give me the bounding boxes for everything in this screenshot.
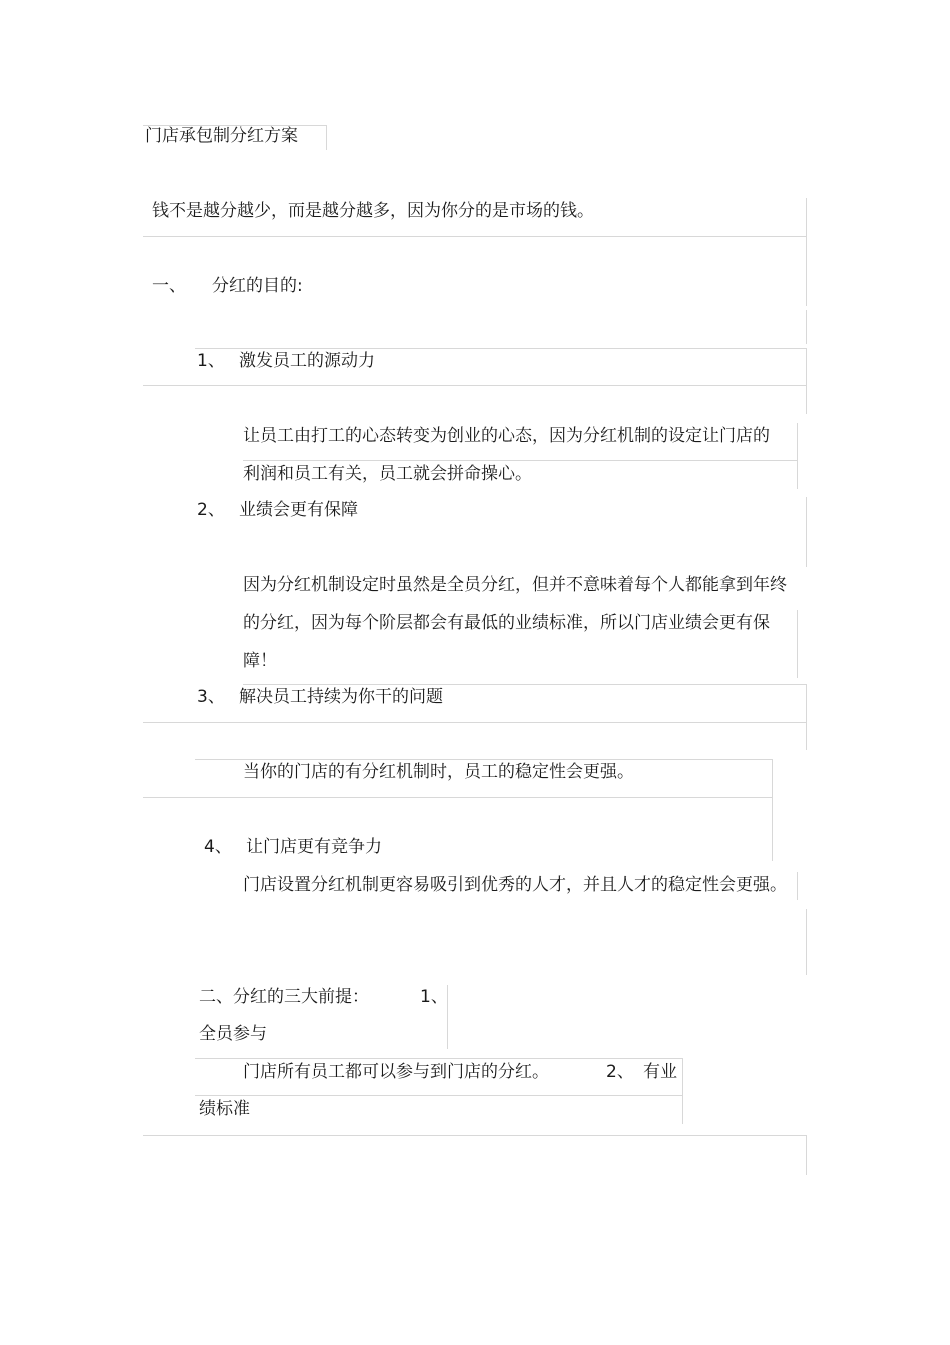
cell-border [143,236,806,237]
item1-text-line: 利润和员工有关，员工就会拼命操心。 [243,464,532,484]
section1-heading: 分红的目的: [212,276,303,296]
premise2-title-part1: 有业 [643,1062,677,1082]
cell-border [143,1135,806,1136]
cell-border [243,460,797,461]
premise2-title-part2: 绩标准 [199,1099,250,1119]
cell-border [806,684,807,750]
item4-text-line: 门店设置分红机制更容易吸引到优秀的人才，并且人才的稳定性会更强。 [243,875,787,895]
item3-text-line: 当你的门店的有分红机制时，员工的稳定性会更强。 [243,762,634,782]
item1-title: 激发员工的源动力 [239,351,375,371]
cell-border [195,1058,682,1059]
cell-border [797,872,798,900]
item4-title: 让门店更有竞争力 [246,837,382,857]
premise2-number: 2、 [606,1062,634,1082]
cell-border [682,1058,683,1124]
section1-number: 一、 [152,276,186,296]
cell-border [806,310,807,344]
item3-number: 3、 [197,687,225,707]
intro-text: 钱不是越分越少，而是越分越多，因为你分的是市场的钱。 [152,201,594,221]
cell-border [797,610,798,678]
cell-border [806,198,807,306]
premise1-title: 全员参与 [199,1024,267,1044]
cell-border [806,348,807,414]
cell-border [806,1135,807,1175]
item2-number: 2、 [197,500,225,520]
item3-title: 解决员工持续为你干的问题 [239,687,443,707]
item2-text-line: 的分红，因为每个阶层都会有最低的业绩标准，所以门店业绩会更有保 [243,613,770,633]
cell-border [243,684,806,685]
cell-border [143,797,772,798]
cell-border [195,348,806,349]
cell-border [806,497,807,567]
item4-number: 4、 [204,837,232,857]
section2-heading: 二、分红的三大前提： [199,987,369,1007]
cell-border [772,759,773,861]
cell-border [806,909,807,975]
item2-text-line: 障！ [243,651,277,671]
cell-border [195,1095,682,1096]
item2-text-line: 因为分红机制设定时虽然是全员分红，但并不意味着每个人都能拿到年终 [243,575,787,595]
item1-text-line: 让员工由打工的心态转变为创业的心态，因为分红机制的设定让门店的 [243,426,770,446]
premise1-number: 1、 [420,987,448,1007]
cell-border [195,759,772,760]
cell-border [143,722,806,723]
document-title: 门店承包制分红方案 [145,126,298,146]
premise1-text: 门店所有员工都可以参与到门店的分红。 [243,1062,549,1082]
cell-border [797,423,798,489]
item2-title: 业绩会更有保障 [239,500,358,520]
item1-number: 1、 [197,351,225,371]
cell-border [143,385,806,386]
